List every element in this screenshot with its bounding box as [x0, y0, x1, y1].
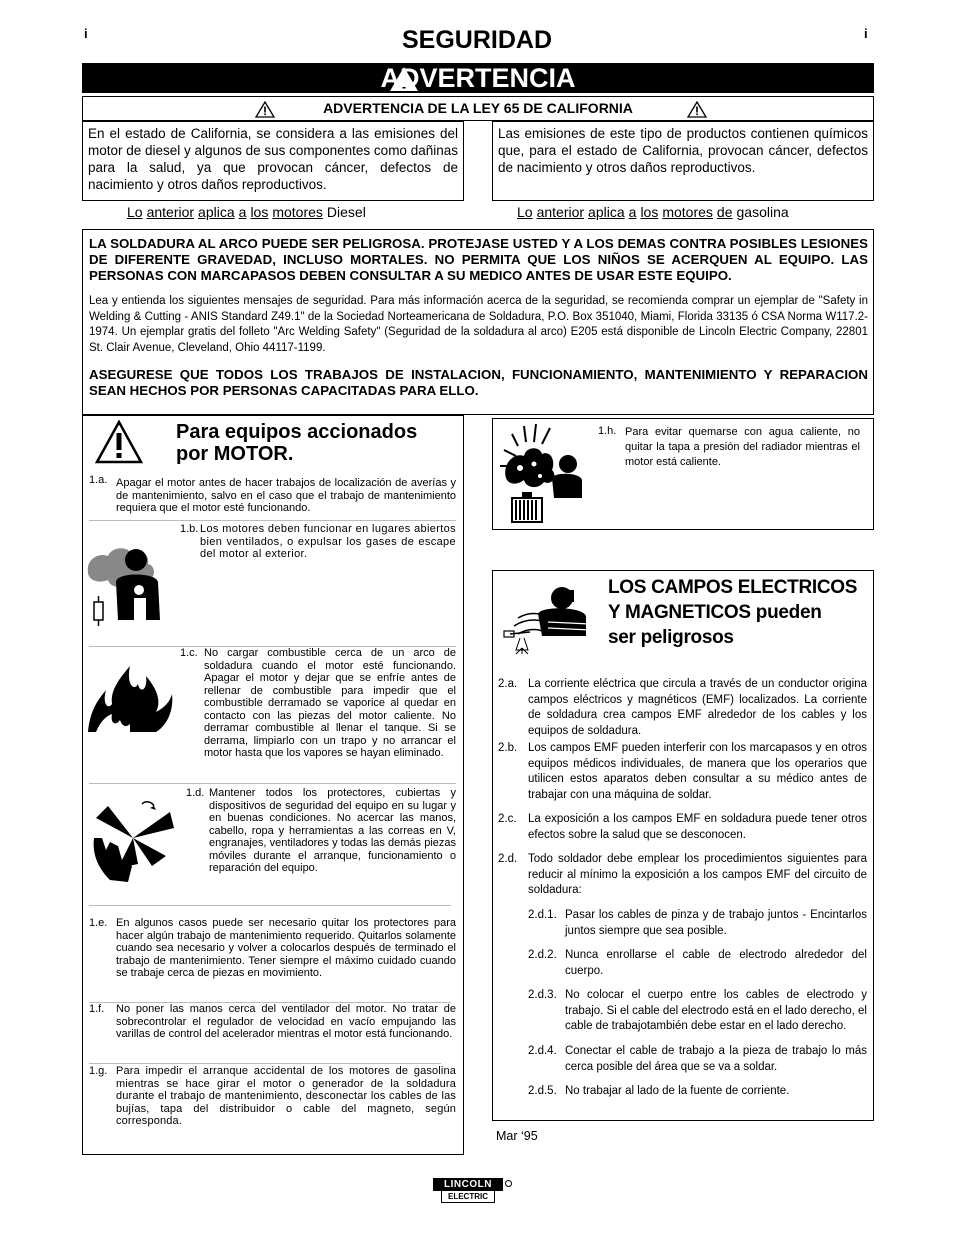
divider [89, 1063, 441, 1064]
divider [89, 783, 456, 784]
emf-item-2d3: No colocar el cuerpo entre los cables de electrodo y trabajo. Si el cable del electrodo está en el lado derecho, el cable de trabajotambién debe estar en el lado derecho. [565, 989, 867, 1032]
emf-item-2d5: No trabajar al lado de la fuente de corriente. [565, 1085, 790, 1097]
main-warning-footer: ASEGURESE QUE TODOS LOS TRABAJOS DE INSTALACION, FUNCIONAMIENTO, MANTENIMIENTO Y REPARACION SEAN HECHOS POR PERSONAS CAPACITADAS PARA ELLO. [89, 367, 868, 398]
motor-item-1d: Mantener todos los protectores, cubiertas y dispositivos de seguridad del equipo en su lugar y en buenas condiciones. No acercar las manos, cabello, ropa y herramientas a las correas en V, engranajes, ventiladores y todas las demás piezas móviles durante el arranque, funcionamiento o reparación del equipo. [209, 787, 456, 874]
hot-radiator-icon [496, 420, 588, 526]
divider [89, 520, 456, 521]
emf-item-2d2: Nunca enrollarse el cable de electrodo alrededor del cuerpo. [565, 949, 867, 977]
prop65-title: ADVERTENCIA DE LA LEY 65 DE CALIFORNIA [323, 100, 633, 116]
diesel-caption: Lo anterior aplica a los motores Diesel [127, 204, 366, 220]
prop65-gasoline-text: Las emisiones de este tipo de productos contienen químicos que, para el estado de California, provocan cáncer, defectos de nacimiento y otros daños reproductivos. [492, 121, 874, 201]
motor-item-1c: No cargar combustible cerca de un arco de soldadura cuando el motor esté funcionando. Apagar el motor y dejar que se enfríe antes de rellenar de combustible para impedir que el combustible derramado se vaporice al quedar en contacto con las piezas del motor caliente. No derramar combustible al llenar el tanque. Si se derrama, limpiarlo con un trapo y no arrancar el motor hasta que los vapores se hayan eliminado. [204, 647, 456, 759]
banner-title: ADVERTENCIA [380, 63, 576, 93]
lincoln-electric-logo: LINCOLN ELECTRIC [433, 1178, 508, 1206]
emf-title: LOS CAMPOS ELECTRICOS Y MAGNETICOS pueden ser peligrosos [608, 577, 858, 648]
moving-parts-hand-icon [88, 798, 178, 884]
emf-item-2c: La exposición a los campos EMF en soldadura puede tener otros efectos sobre la salud que se desconocen. [528, 813, 867, 841]
exhaust-fumes-icon [84, 542, 176, 628]
main-warning-body: Lea y entienda los siguientes mensajes de seguridad. Para más información acerca de la seguridad, se recomienda comprar un ejemplar de "Safety in Welding & Cutting - ANIS Standard Z49.1" de la Sociedad Norteamericana de Soldadura, P.O. Box 351040, Miami, Florida 33135 ó CSA Norma W117.2-1974. Un ejemplar gratis del folleto "Arc Welding Safety" (Seguridad de la soldadura al arco) E205 está disponible de Lincoln Electric Company, 22801 St. Clair Avenue, Cleveland, Ohio 44117-1199. [89, 295, 868, 354]
date-stamp: Mar ‘95 [496, 1129, 538, 1143]
emf-welder-icon [500, 578, 600, 660]
prop65-header [82, 96, 874, 121]
main-warning-box [82, 229, 874, 415]
emf-item-2a: La corriente eléctrica que circula a través de un conductor origina campos eléctricos y magnéticos (EMF) localizados. La corriente de soldadura crea campos EMF alrededor de los cables y los equipos de soldadura. [528, 678, 867, 737]
divider [89, 905, 451, 906]
prop65-diesel-text: En el estado de California, se considera a las emisiones del motor de diesel y algunos de sus componentes como dañinas para la salud, ya que provocan cáncer, defectos de nacimiento y otros daños reproductivos. [82, 121, 464, 201]
registered-mark-icon [505, 1180, 512, 1187]
warning-triangle-icon [687, 101, 707, 118]
warning-triangle-icon [95, 420, 143, 464]
motor-title: Para equipos accionados por MOTOR. [176, 421, 418, 465]
emf-item-2b: Los campos EMF pueden interferir con los marcapasos y en otros equipos médicos individuales, de manera que los operarios que utilicen estos aparatos deben consultar a su médico antes de trabajar con una máquina de soldar. [528, 742, 867, 801]
motor-item-1b: Los motores deben funcionar en lugares abiertos bien ventilados, o expulsar los gases de escape del motor al exterior. [200, 523, 456, 560]
warning-banner [82, 63, 874, 93]
emf-item-2d1: Pasar los cables de pinza y de trabajo juntos - Encintarlos juntos siempre que sea posible. [565, 909, 867, 937]
section-title: SEGURIDAD [401, 26, 552, 54]
gasoline-caption: Lo anterior aplica a los motores de gasolina [517, 204, 789, 220]
motor-item-1g: Para impedir el arranque accidental de los motores de gasolina mientras se hace girar el motor o generador de la soldadura durante el trabajo de mantenimiento, desconectar los cables de las bujías, tapa del distribuidor o cable del magneto, según corresponda. [116, 1065, 456, 1127]
page-number-right: i [864, 26, 868, 41]
fire-flames-icon [86, 660, 174, 734]
emf-item-2d: Todo soldador debe emplear los procedimientos siguientes para reducir al mínimo la exposición a los campos EMF del circuito de soldadura: [528, 853, 867, 896]
motor-item-1a: Apagar el motor antes de hacer trabajos de localización de averías y de mantenimiento, salvo en el caso que el trabajo de mantenimiento requiera que el motor esté funcionando. [116, 477, 456, 514]
main-warning-bold: LA SOLDADURA AL ARCO PUEDE SER PELIGROSA. PROTEJASE USTED Y A LOS DEMAS CONTRA POSIBLES LESIONES DE DIFERENTE GRAVEDAD, INCLUSO MORTALES. NO PERMITA QUE LOS NIÑOS SE ACERQUEN AL EQUIPO. LAS PERSONAS CON MARCAPASOS DEBEN CONSULTAR A SU MEDICO ANTES DE USAR ESTE EQUIPO. [89, 236, 868, 283]
motor-item-1f: No poner las manos cerca del ventilador del motor. No tratar de sobrecontrolar el regulador de velocidad en vacío empujando las varillas de control del acelerador mientras el motor está funcionando. [116, 1003, 456, 1040]
emf-item-2d4: Conectar el cable de trabajo a la pieza de trabajo lo más cerca posible del área que se va a soldar. [565, 1045, 867, 1073]
motor-item-1e: En algunos casos puede ser necesario quitar los protectores para hacer algún trabajo de mantenimiento requerido. Quitarlos solamente cuando sea necesario y volver a colocarlos después de terminado el trabajo de mantenimiento. Tener siempre el máximo cuidado cuando se trabaje cerca de piezas en movimiento. [116, 917, 456, 979]
page-number-left: i [84, 26, 88, 41]
radiator-item-1h: Para evitar quemarse con agua caliente, no quitar la tapa a presión del radiador mientras el motor está caliente. [625, 426, 860, 468]
